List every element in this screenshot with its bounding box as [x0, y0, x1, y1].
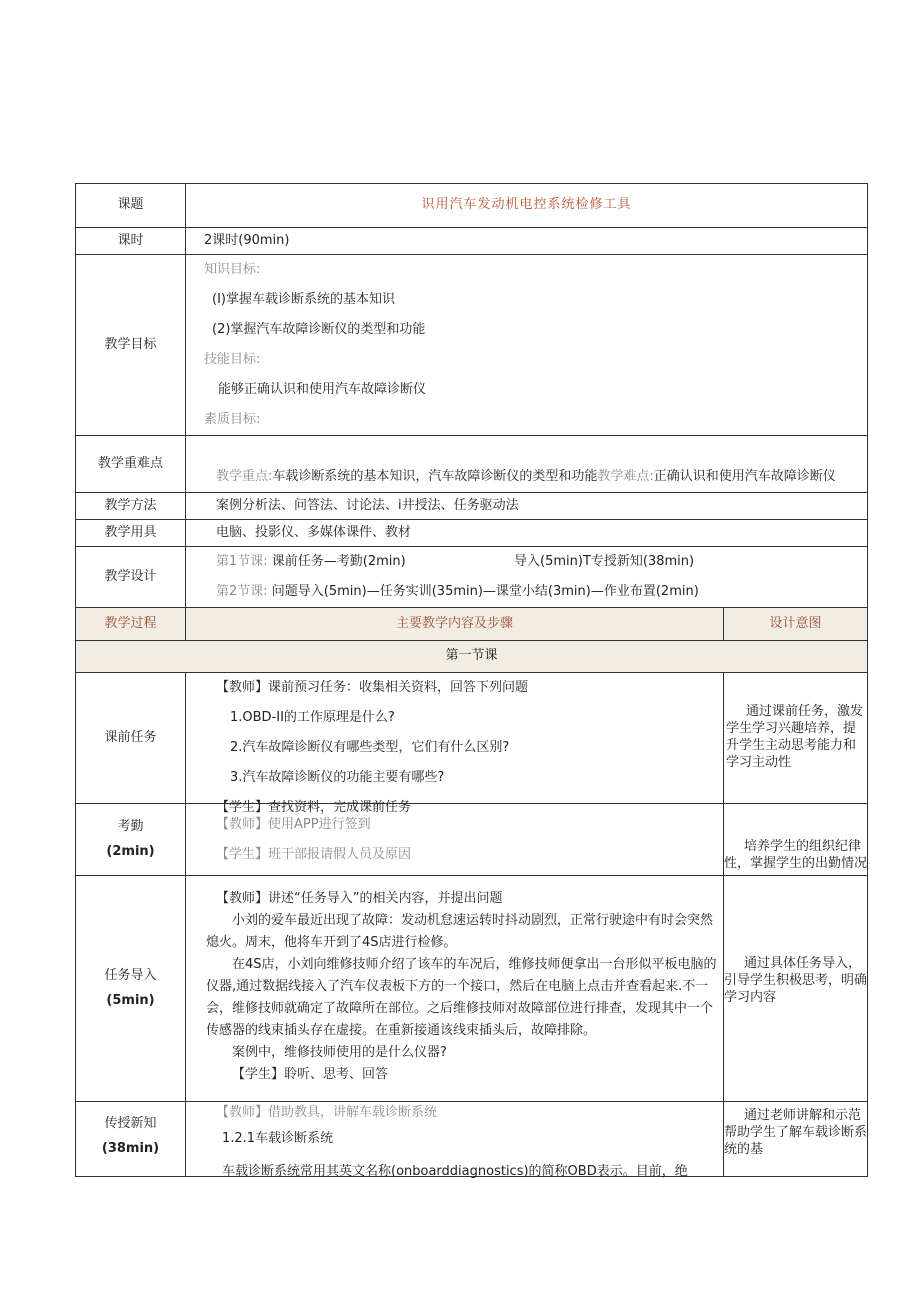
design-line-2-text: 问题导入(5min)—任务实训(35min)—课堂小结(3min)—作业布置(2min): [271, 584, 699, 599]
pre-task-intent: [724, 673, 868, 804]
pre-task-question-2: 2.汽车故障诊断仪有哪些类型，它们有什么区别?: [230, 740, 510, 755]
new-knowledge-subheading: 1.2.1车载诊断系统: [222, 1131, 334, 1146]
header-process: 教学过程: [76, 608, 186, 641]
key-points-cell: [186, 436, 868, 493]
new-knowledge-time: (38min): [101, 1140, 160, 1156]
knowledge-heading: 知识目标:: [204, 262, 261, 277]
attendance-intent-text: 培养学生的组织纪律性，掌握学生的出勤情况: [724, 839, 868, 872]
intro-teacher: 【教师】讲述“任务导入”的相关内容，并提出问题: [216, 891, 503, 906]
intro-content: [186, 876, 724, 1102]
new-knowledge-content: [186, 1102, 724, 1177]
design-line-1-prefix: 第1节课:: [216, 554, 268, 569]
attendance-student: 【学生】班干部报请假人员及原因: [216, 846, 412, 862]
intro-intent: [724, 876, 868, 1102]
intro-row: [76, 876, 868, 1102]
tools-value: 电脑、投影仪、多媒体课件、教材: [186, 520, 868, 547]
design-line-1: [216, 547, 867, 577]
new-knowledge-paragraph-1: 车载诊断系统常用其英文名称(onboarddiagnostics)的简称OBD表示。目前，绝: [222, 1164, 688, 1179]
intro-label: 任务导入: [104, 967, 157, 983]
new-knowledge-intent-text: 通过老师讲解和示范帮助学生了解车载诊断系统的基: [724, 1108, 868, 1157]
attendance-label: 考勤: [117, 818, 144, 834]
pre-task-question-3: 3.汽车故障诊断仪的功能主要有哪些?: [230, 770, 445, 785]
knowledge-item-2: (2)掌握汽车故障诊断仪的类型和功能: [212, 322, 426, 337]
intro-student: 【学生】聆听、思考、回答: [232, 1067, 389, 1082]
objectives-row: [76, 255, 868, 436]
attendance-label-cell: [76, 804, 186, 876]
hours-value: 2课时(90min): [186, 228, 868, 255]
key-point-text: 车载诊断系统的基本知识，汽车故障诊断仪的类型和功能: [272, 469, 598, 485]
lesson-plan-table: [75, 183, 868, 1177]
quality-heading: 素质目标:: [204, 412, 261, 427]
hours-label: 课时: [76, 228, 186, 255]
hard-point-text: 正确认识和使用汽车故障诊断仪: [653, 469, 836, 485]
knowledge-item-1: (I)掌握车载诊断系统的基本知识: [212, 292, 395, 307]
design-row: [76, 547, 868, 608]
skill-heading: 技能目标:: [204, 352, 261, 367]
header-content: 主要教学内容及步骤: [186, 608, 724, 641]
process-header-row: [76, 608, 868, 641]
attendance-intent: [724, 804, 868, 876]
pre-task-content: [186, 673, 724, 815]
intro-intent-text: 通过具体任务导入，引导学生积极思考，明确学习内容: [724, 956, 868, 1005]
new-knowledge-intent: [724, 1102, 868, 1177]
pre-task-student-cut: 【学生】查找资料，完成课前任务: [216, 800, 412, 815]
attendance-teacher: 【教师】使用APP进行签到: [216, 816, 371, 832]
pre-task-teacher: 【教师】课前预习任务：收集相关资料，回答下列问题: [216, 680, 529, 695]
pre-task-question-1: 1.OBD-II的工作原理是什么?: [230, 710, 395, 725]
hours-row: [76, 228, 868, 255]
header-intent: 设计意图: [724, 608, 868, 641]
section-row: [76, 641, 868, 673]
tools-label: 教学用具: [76, 520, 186, 547]
intro-label-cell: [76, 876, 186, 1102]
attendance-row: [76, 804, 868, 876]
tools-row: [76, 520, 868, 547]
new-knowledge-label: 传授新知: [104, 1116, 157, 1131]
design-cell: [186, 547, 868, 608]
design-line-2: [216, 577, 867, 607]
design-line-1-text: 课前任务—考勤(2min): [271, 554, 406, 569]
design-label: 教学设计: [76, 547, 186, 608]
new-knowledge-row: [76, 1102, 868, 1177]
attendance-time: (2min): [106, 843, 155, 859]
key-points-label: 教学重难点: [76, 436, 186, 493]
methods-value: 案例分析法、问答法、讨论法、i井授法、任务驱动法: [186, 493, 868, 520]
methods-label: 教学方法: [76, 493, 186, 520]
pre-task-row: [76, 673, 868, 804]
new-knowledge-teacher: 【教师】借助教具，讲解车载诊断系统: [216, 1105, 438, 1120]
hard-point-label: 教学难点:: [597, 469, 654, 485]
section-title: 第一节课: [76, 641, 868, 673]
intro-paragraph-1: 小刘的爱车最近出现了故障：发动机怠速运转时抖动剧烈，正常行驶途中有时会突然熄火。周末，他将车开到了4S店进行检修。: [206, 913, 714, 950]
design-line-1-tail: 导入(5min)T专授新知(38min): [514, 554, 695, 569]
topic-row: [76, 184, 868, 228]
skill-item: 能够正确认识和使用汽车故障诊断仪: [218, 382, 427, 397]
intro-paragraph-2: 在4S店，小刘向维修技师介绍了该车的车况后，维修技师便拿出一台形似平板电脑的仪器,通过数据线接入了汽车仪表板下方的一个接口，然后在电脑上点击并查看起来.不一会，维修技师就确定了故障所在部位。之后维修技师对故障部位进行排查，发现其中一个传感器的线束插头存在虚接。在重新接通该线束插头后，故障排除。: [206, 957, 717, 1038]
design-line-2-prefix: 第2节课:: [216, 584, 268, 599]
objectives-label: 教学目标: [76, 255, 186, 436]
topic-label: 课题: [76, 184, 186, 228]
objectives-cell: [186, 255, 868, 436]
key-points-row: [76, 436, 868, 493]
intro-time: (5min): [106, 992, 155, 1008]
methods-row: [76, 493, 868, 520]
lesson-title: 识用汽车发动机电控系统检修工具: [186, 184, 868, 228]
intro-paragraph-3: 案例中，维修技师使用的是什么仪器?: [232, 1045, 447, 1060]
pre-task-label: 课前任务: [76, 673, 186, 804]
pre-task-intent-text: 通过课前任务，激发学生学习兴趣培养，提升学生主动思考能力和学习主动性: [726, 704, 864, 770]
new-knowledge-label-cell: [76, 1102, 186, 1177]
key-point-label: 教学重点:: [216, 469, 273, 485]
